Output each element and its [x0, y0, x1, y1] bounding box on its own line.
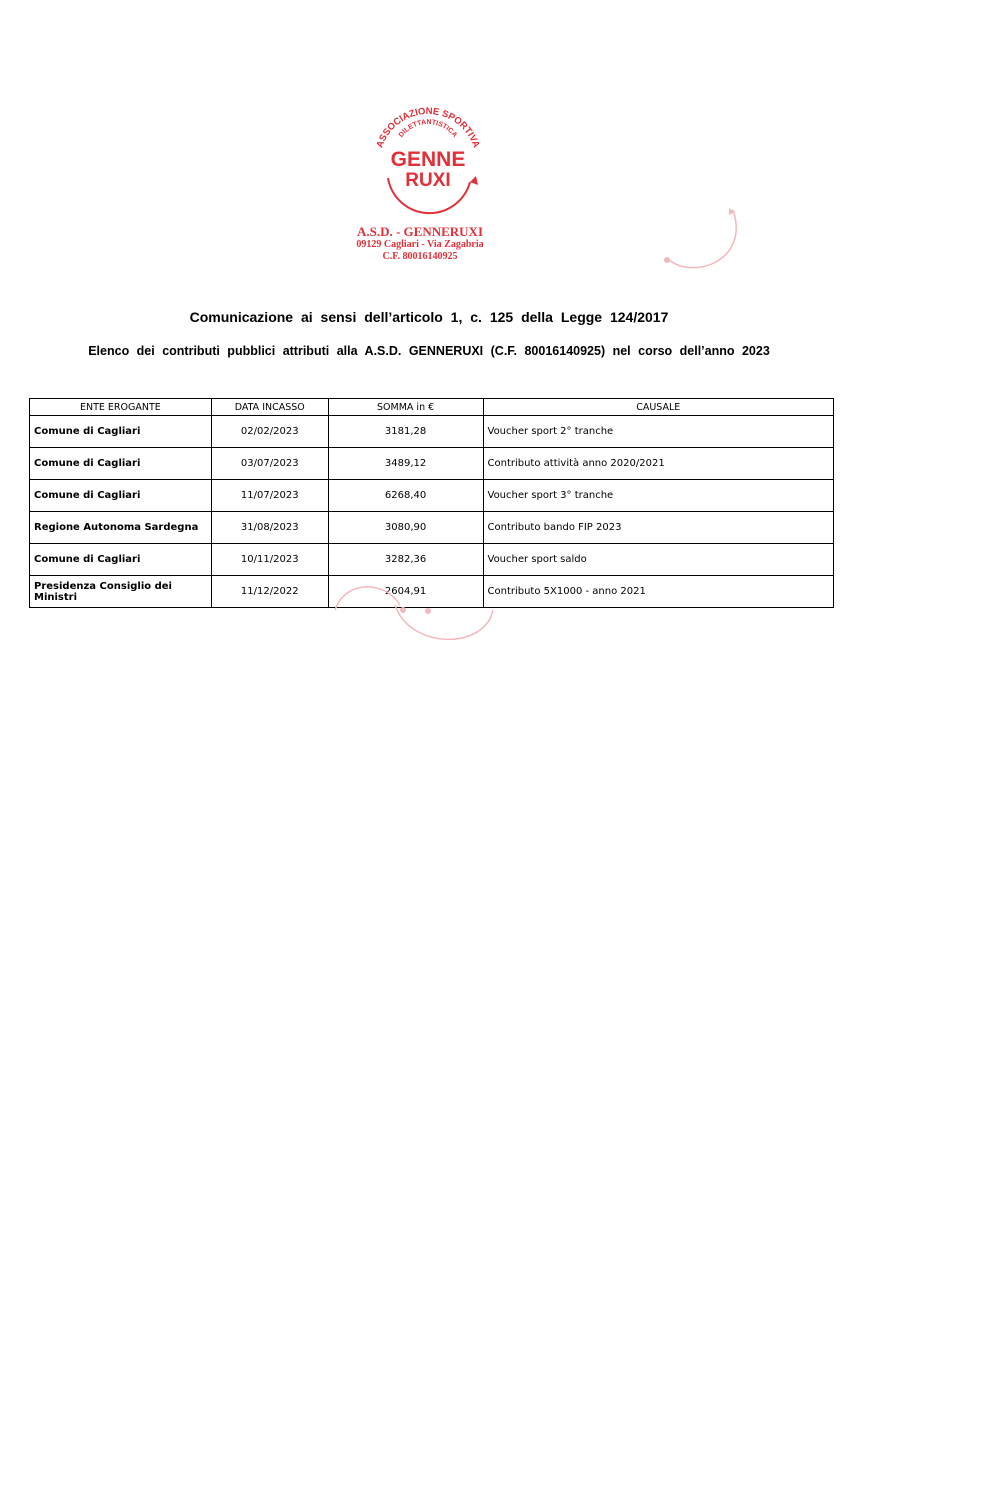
cell-causale: Contributo bando FIP 2023: [483, 512, 834, 544]
table-row: [30, 544, 834, 576]
document-subtitle: Elenco dei contributi pubblici attributi alla A.S.D. GENNERUXI (C.F. 80016140925) nel corso dell’anno 2023: [88, 344, 770, 358]
svg-text:ASSOCIAZIONE SPORTIVA: [374, 106, 481, 150]
organization-info: [320, 224, 520, 263]
organization-name: A.S.D. - GENNERUXI: [356, 224, 484, 239]
cell-ente: Comune di Cagliari: [30, 480, 212, 512]
table-row: [30, 448, 834, 480]
cell-somma: 6268,40: [328, 480, 483, 512]
logo-line2: RUXI: [405, 170, 451, 191]
cell-causale: Contributo 5X1000 - anno 2021: [483, 576, 834, 608]
logo-sub-arc: DILETTANTISTICA: [397, 118, 459, 139]
logo-line1: GENNE: [390, 148, 466, 171]
cell-causale: Voucher sport 2° tranche: [483, 416, 834, 448]
cell-data: 11/12/2022: [211, 576, 328, 608]
header-ente-erogante: ENTE EROGANTE: [30, 399, 212, 416]
header-somma: SOMMA in €: [328, 399, 483, 416]
cell-ente: Comune di Cagliari: [30, 544, 212, 576]
cell-ente: Comune di Cagliari: [30, 416, 212, 448]
organization-address: 09129 Cagliari - Via Zagabria: [356, 239, 484, 250]
cell-causale: Voucher sport 3° tranche: [483, 480, 834, 512]
organization-logo: [366, 100, 490, 216]
table-row: [30, 416, 834, 448]
table-row: [30, 512, 834, 544]
cell-data: 10/11/2023: [211, 544, 328, 576]
cell-ente: Presidenza Consiglio dei Ministri: [30, 576, 212, 608]
cell-data: 02/02/2023: [211, 416, 328, 448]
cell-ente: Comune di Cagliari: [30, 448, 212, 480]
header-causale: CAUSALE: [483, 399, 834, 416]
table-header-row: [30, 399, 834, 416]
organization-tax-code: C.F. 80016140925: [382, 251, 458, 262]
table-row: [30, 480, 834, 512]
contributions-table: [29, 398, 834, 608]
cell-data: 31/08/2023: [211, 512, 328, 544]
header-data-incasso: DATA INCASSO: [211, 399, 328, 416]
cell-somma: 3080,90: [328, 512, 483, 544]
logo-top-arc: ASSOCIAZIONE SPORTIVA: [374, 105, 482, 150]
cell-somma: 3181,28: [328, 416, 483, 448]
cell-somma: 3282,36: [328, 544, 483, 576]
document-title: Comunicazione ai sensi dell’articolo 1, c. 125 della Legge 124/2017: [189, 309, 669, 325]
cell-causale: Voucher sport saldo: [483, 544, 834, 576]
cell-causale: Contributo attività anno 2020/2021: [483, 448, 834, 480]
cell-ente: Regione Autonoma Sardegna: [30, 512, 212, 544]
cell-data: 03/07/2023: [211, 448, 328, 480]
cell-somma: 3489,12: [328, 448, 483, 480]
cell-somma: 2604,91: [328, 576, 483, 608]
table-row: [30, 576, 834, 608]
cell-data: 11/07/2023: [211, 480, 328, 512]
decorative-swirl-header: [655, 200, 755, 280]
